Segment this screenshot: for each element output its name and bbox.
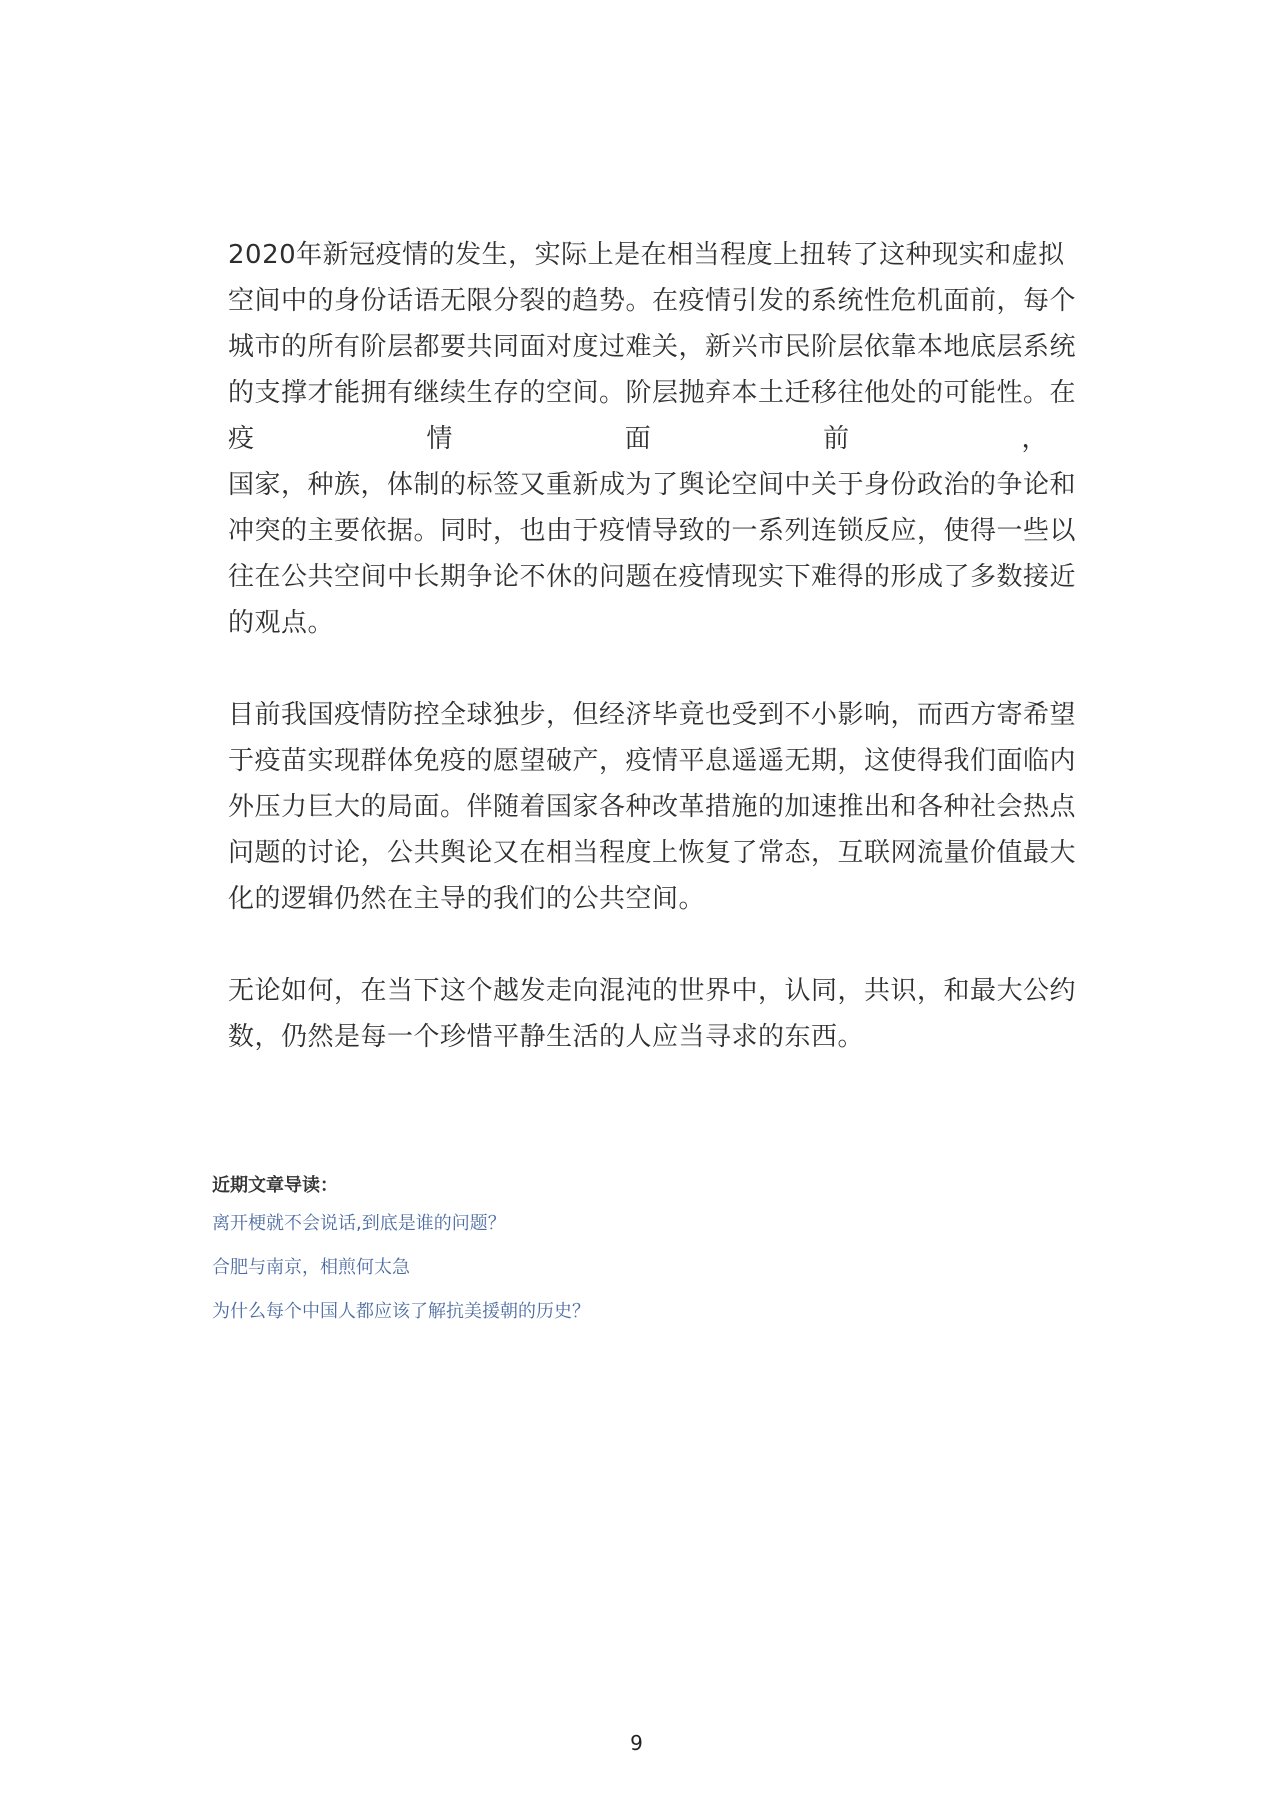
text-line: 2020年新冠疫情的发生，实际上是在相当程度上扭转了这种现实和虚拟	[228, 240, 1065, 270]
text-line: 的观点。	[228, 608, 335, 638]
recent-article-link[interactable]: 合肥与南京，相煎何太急	[212, 1257, 410, 1278]
recent-article-link[interactable]: 离开梗就不会说话,到底是谁的问题？	[212, 1213, 506, 1234]
text-line: 目前我国疫情防控全球独步，但经济毕竟也受到不小影响，而西方寄希望	[228, 700, 1077, 730]
spread-text-line	[228, 416, 1048, 462]
text-line: 国家，种族，体制的标签又重新成为了舆论空间中关于身份政治的争论和	[228, 470, 1077, 500]
text-line: 外压力巨大的局面。伴随着国家各种改革措施的加速推出和各种社会热点	[228, 792, 1077, 822]
text-line: 冲突的主要依据。同时，也由于疫情导致的一系列连锁反应，使得一些以	[228, 516, 1077, 546]
paragraph-gap	[228, 922, 1048, 968]
spread-char: 前	[823, 424, 850, 454]
recent-reading-title: 近期文章导读：	[212, 1175, 338, 1196]
text-line: 城市的所有阶层都要共同面对度过难关，新兴市民阶层依靠本地底层系统	[228, 332, 1077, 362]
paragraph-1	[228, 232, 1077, 646]
text-line: 于疫苗实现群体免疫的愿望破产，疫情平息遥遥无期，这使得我们面临内	[228, 746, 1077, 776]
page-number: 9	[630, 1731, 643, 1755]
recent-article-link[interactable]: 为什么每个中国人都应该了解抗美援朝的历史？	[212, 1301, 590, 1322]
paragraph-2	[228, 692, 1077, 922]
text-line: 数，仍然是每一个珍惜平静生活的人应当寻求的东西。	[228, 1022, 865, 1052]
spread-char: ，	[1021, 424, 1048, 454]
text-line: 的支撑才能拥有继续生存的空间。阶层抛弃本土迁移往他处的可能性。在	[228, 378, 1077, 408]
article-body	[228, 232, 1077, 1060]
recent-reading-section	[212, 1172, 912, 1342]
paragraph-3	[228, 968, 1077, 1060]
paragraph-gap	[228, 646, 1048, 692]
spread-char: 情	[426, 424, 453, 454]
spread-char: 疫	[228, 424, 255, 454]
spread-char: 面	[624, 424, 652, 454]
text-line: 往在公共空间中长期争论不休的问题在疫情现实下难得的形成了多数接近	[228, 562, 1077, 592]
text-line: 空间中的身份话语无限分裂的趋势。在疫情引发的系统性危机面前，每个	[228, 286, 1077, 316]
text-line: 化的逻辑仍然在主导的我们的公共空间。	[228, 884, 706, 914]
text-line: 无论如何，在当下这个越发走向混沌的世界中，认同，共识，和最大公约	[228, 976, 1077, 1006]
text-line: 问题的讨论，公共舆论又在相当程度上恢复了常态，互联网流量价值最大	[228, 838, 1077, 868]
